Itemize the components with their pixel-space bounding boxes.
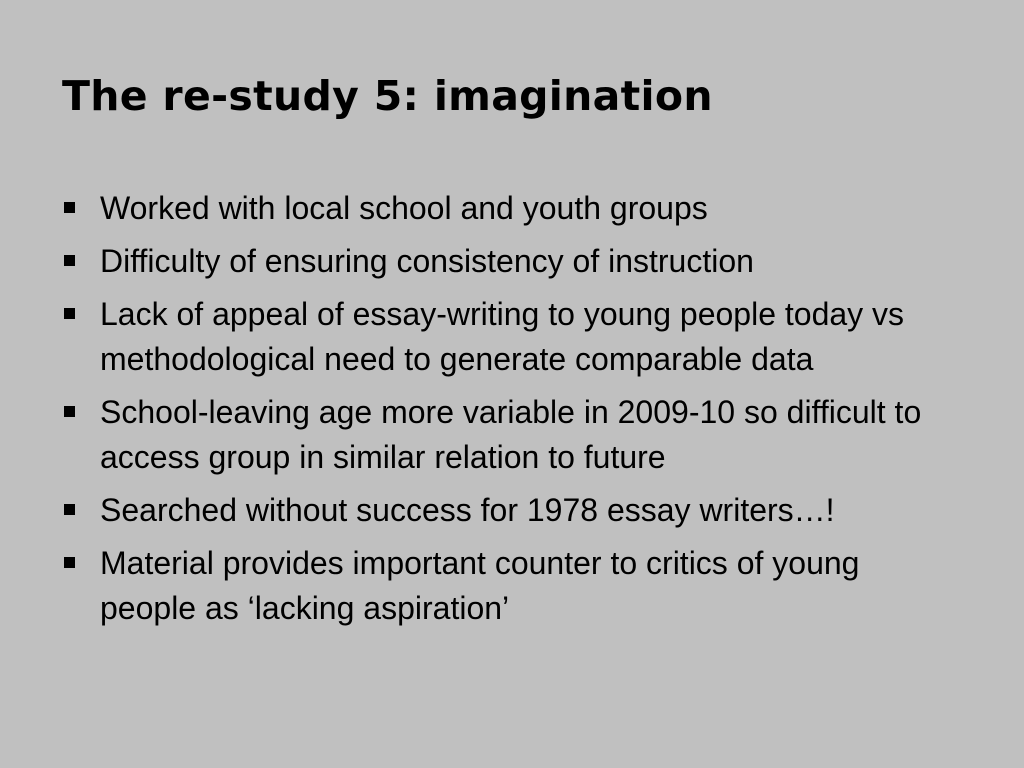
bullet-text: School-leaving age more variable in 2009-10 so difficult to access group in similar relation to future: [100, 394, 922, 475]
square-bullet-icon: [64, 504, 75, 515]
bullet-item: [62, 239, 962, 284]
square-bullet-icon: [64, 202, 75, 213]
bullet-item: [62, 488, 962, 533]
square-bullet-icon: [64, 308, 75, 319]
bullet-item: [62, 390, 962, 480]
slide-title: The re-study 5: imagination: [62, 72, 713, 120]
bullet-text: Lack of appeal of essay-writing to young people today vs methodological need to generate comparable data: [100, 296, 905, 377]
bullet-text: Searched without success for 1978 essay writers…!: [100, 492, 835, 528]
bullet-text: Difficulty of ensuring consistency of instruction: [100, 243, 754, 279]
bullet-item: [62, 292, 962, 382]
square-bullet-icon: [64, 406, 75, 417]
bullet-item: [62, 186, 962, 231]
square-bullet-icon: [64, 557, 75, 568]
square-bullet-icon: [64, 255, 75, 266]
bullet-list: [62, 186, 962, 639]
bullet-text: Worked with local school and youth groups: [100, 190, 708, 226]
bullet-text: Material provides important counter to critics of young people as ‘lacking aspiration’: [100, 545, 860, 626]
bullet-item: [62, 541, 962, 631]
